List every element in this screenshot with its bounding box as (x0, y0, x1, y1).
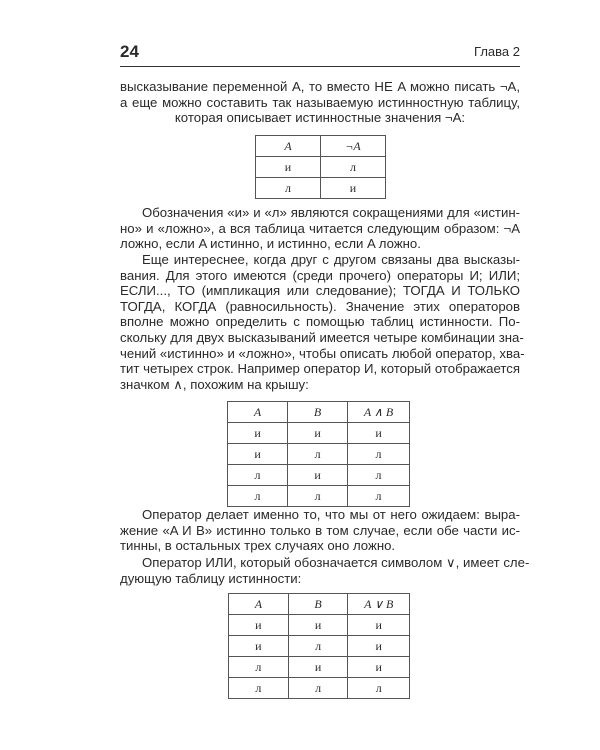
chapter-title: Глава 2 (474, 44, 520, 59)
text-line: дующую таблицу истинности: (120, 570, 302, 586)
page-header (120, 40, 520, 67)
header-cell: B (288, 594, 348, 615)
text-line: значком ∧, похожим на крышу: (120, 376, 309, 392)
text-line: Оператор ИЛИ, который обозначается символом ∨, имеет сле- (142, 555, 530, 570)
table-cell: л (229, 657, 289, 678)
text-line: Оператор делает именно то, что мы от него ожидаем: выра- (142, 507, 520, 522)
text-line: чений «истинно» и «ложно», чтобы описать любой оператор, хва- (120, 345, 525, 361)
paragraph-or-intro (120, 555, 530, 586)
truth-table-or (228, 593, 410, 699)
table-cell: л (288, 636, 348, 657)
table-cell: л (288, 678, 348, 699)
header-cell: A (228, 402, 288, 423)
table-header-row (228, 402, 410, 423)
table-cell: и (288, 615, 348, 636)
header-cell: ¬A (321, 136, 386, 157)
paragraph-negation-intro (120, 79, 520, 126)
table-cell: л (348, 444, 410, 465)
text-line: которая описывает истинностные значения ¬A: (174, 110, 466, 126)
table-cell: и (228, 444, 288, 465)
text-line: вполне можно определить с помощью таблиц истинности. По- (120, 314, 520, 330)
table-cell: л (228, 486, 288, 507)
table-row (256, 157, 386, 178)
table-cell: и (348, 636, 410, 657)
table-cell: л (288, 486, 348, 507)
table-cell: и (348, 423, 410, 444)
table-cell: и (321, 178, 386, 199)
table-row (228, 486, 410, 507)
truth-table-and (227, 401, 410, 507)
text-line: но» и «ложно», а вся таблица читается следующим образом: ¬A (120, 220, 520, 236)
table-cell: и (288, 657, 348, 678)
table-row (229, 636, 410, 657)
text-line: ЕСЛИ..., ТО (импликация или следование); ТОГДА И ТОЛЬКО (120, 283, 520, 299)
table-cell: л (348, 678, 410, 699)
table-cell: л (321, 157, 386, 178)
table-cell: и (256, 157, 321, 178)
header-cell: A (256, 136, 321, 157)
table-row (229, 678, 410, 699)
table-header-row (229, 594, 410, 615)
table-cell: и (288, 465, 348, 486)
table-row (228, 444, 410, 465)
table-row (228, 465, 410, 486)
text-line: Еще интереснее, когда друг с другом связаны два высказы- (142, 252, 520, 267)
table-row (229, 657, 410, 678)
table-cell: л (348, 465, 410, 486)
table-cell: л (256, 178, 321, 199)
table-cell: л (348, 486, 410, 507)
text-line: тит четырех строк. Например оператор И, который отображается (120, 361, 520, 377)
truth-table-not (255, 135, 386, 199)
text-line: ТОГДА, КОГДА (равносильность). Значение этих операторов (120, 298, 520, 314)
text-line: вания. Для этого имеются (среди прочего) операторы И; ИЛИ; (120, 267, 520, 283)
table-cell: и (348, 657, 410, 678)
text-line: ложно, если A истинно, и истинно, если A ложно. (120, 236, 421, 252)
table-cell: и (228, 423, 288, 444)
table-cell: и (348, 615, 410, 636)
text-line: высказывание переменной A, то вместо НЕ A можно писать ¬A, (120, 79, 520, 94)
text-line: тинны, в остальных трех случаях оно ложно. (120, 538, 396, 554)
table-cell: и (288, 423, 348, 444)
header-cell: A ∧ B (348, 402, 410, 423)
text-line: скольку для двух высказываний имеется четыре комбинации зна- (120, 329, 524, 345)
paragraph-two-statements (120, 252, 525, 392)
table-row (256, 178, 386, 199)
text-line: жение «A И B» истинно только в том случае, если обе части ис- (120, 522, 520, 538)
table-cell: л (229, 678, 289, 699)
paragraph-notation (120, 205, 520, 252)
table-header-row (256, 136, 386, 157)
table-cell: и (229, 615, 289, 636)
table-row (228, 423, 410, 444)
table-cell: л (228, 465, 288, 486)
table-cell: л (288, 444, 348, 465)
header-cell: B (288, 402, 348, 423)
text-line: Обозначения «и» и «л» являются сокращениями для «истин- (142, 205, 520, 220)
table-cell: и (229, 636, 289, 657)
page-number: 24 (120, 42, 139, 61)
text-line: а еще можно составить так называемую истинностную таблицу, (120, 94, 520, 110)
header-cell: A (229, 594, 289, 615)
table-row (229, 615, 410, 636)
paragraph-and-explanation (120, 507, 520, 554)
header-cell: A ∨ B (348, 594, 410, 615)
